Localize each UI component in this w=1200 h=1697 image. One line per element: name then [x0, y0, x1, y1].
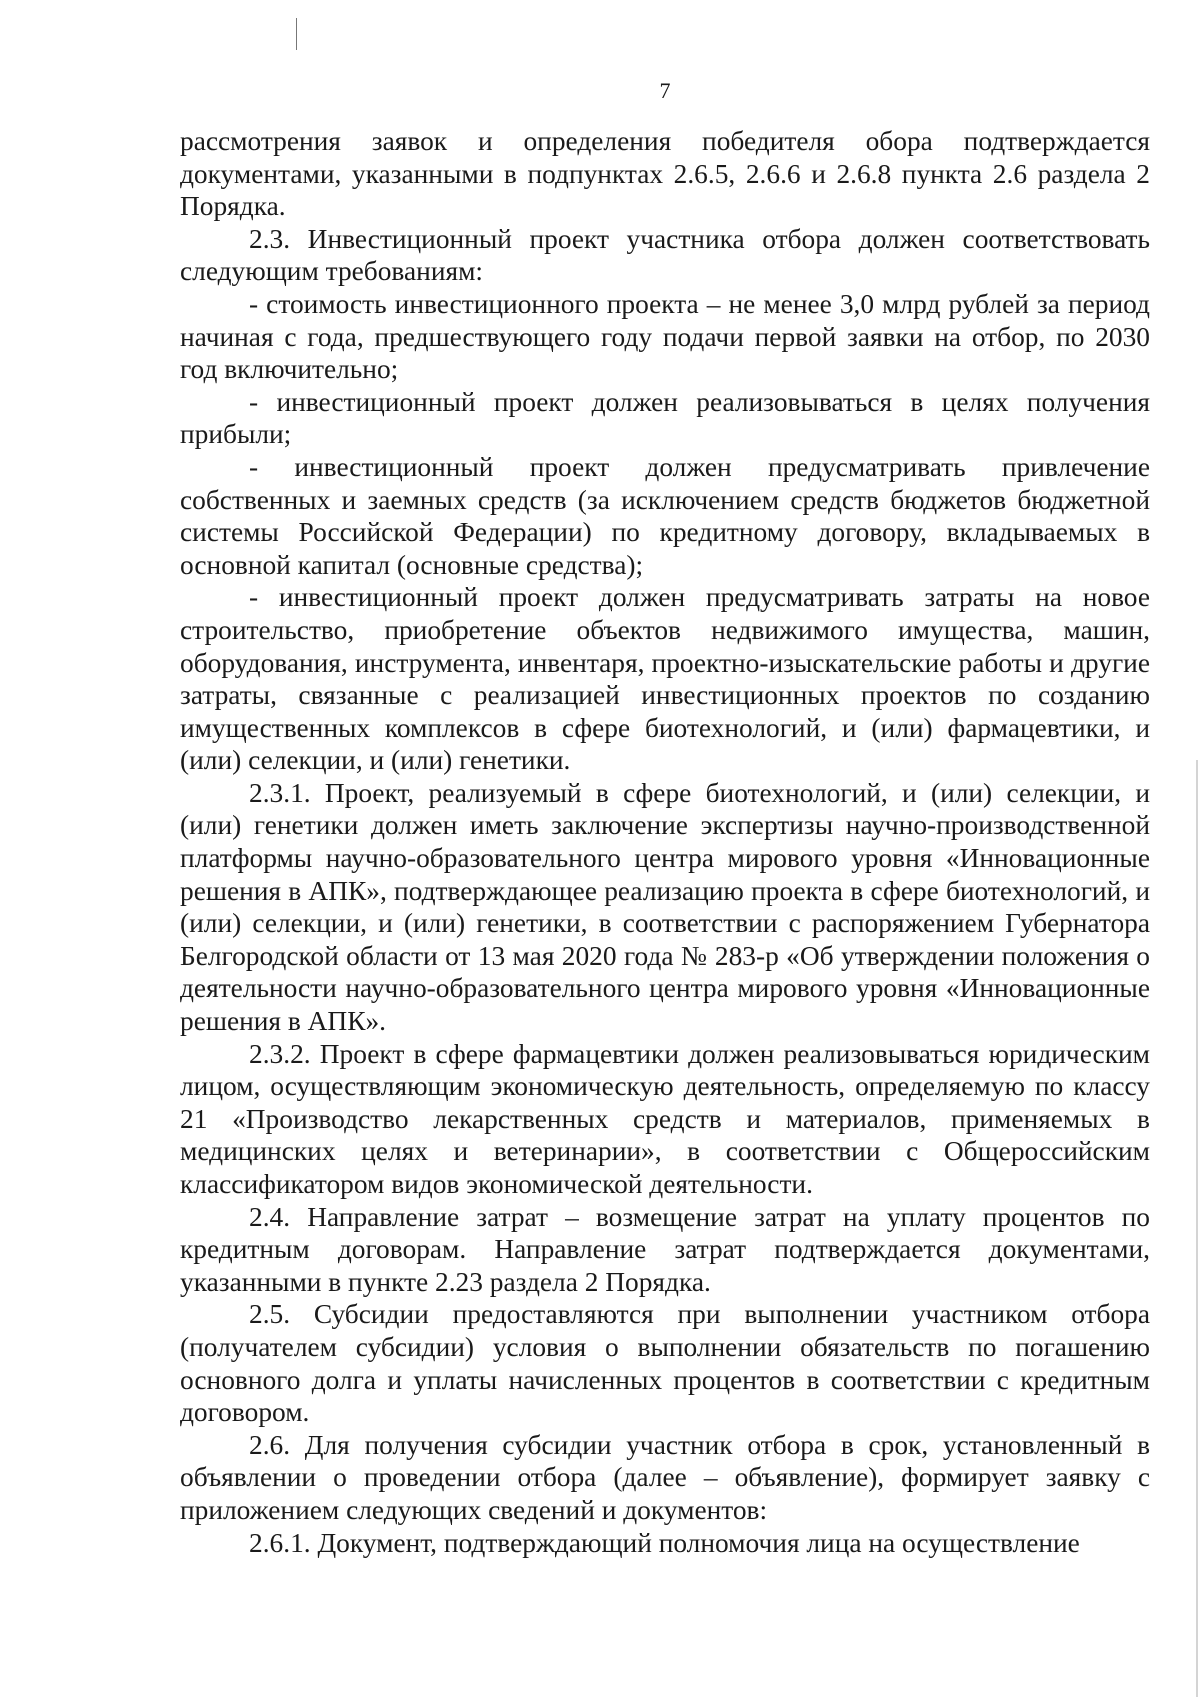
paragraph: 2.4. Направление затрат – возмещение затрат на уплату процентов по кредитным договорам. Направление затрат подтверждается документами, указанными в пункте 2.23 раздела 2 Порядка.: [180, 1201, 1150, 1297]
list-item: - инвестиционный проект должен предусматривать привлечение собственных и заемных средств (за исключением средств бюджетов бюджетной системы Российской Федерации) по кредитному договору, вкладываемых в основной капитал (основные средства);: [180, 451, 1150, 580]
paragraph: 2.3. Инвестиционный проект участника отбора должен соответствовать следующим требованиям:: [180, 223, 1150, 287]
paragraph: 2.6. Для получения субсидии участник отбора в срок, установленный в объявлении о проведении отбора (далее – объявление), формирует заявку с приложением следующих сведений и документов:: [180, 1429, 1150, 1525]
page-number: 7: [659, 78, 671, 103]
paragraph: 2.3.2. Проект в сфере фармацевтики должен реализовываться юридическим лицом, осуществляющим экономическую деятельность, определяемую по классу 21 «Производство лекарственных средств и материалов, применяемых в медицинских целях и ветеринарии», в соответствии с Общероссийским классификатором видов экономической деятельности.: [180, 1038, 1150, 1199]
list-item: - инвестиционный проект должен реализовываться в целях получения прибыли;: [180, 386, 1150, 450]
list-item: - инвестиционный проект должен предусматривать затраты на новое строительство, приобретение объектов недвижимого имущества, машин, оборудования, инструмента, инвентаря, проектно-изыскательские работы и другие затраты, связанные с реализацией инвестиционных проектов по созданию имущественных комплексов в сфере биотехнологий, и (или) фармацевтики, и (или) селекции, и (или) генетики.: [180, 582, 1150, 776]
paragraph: 2.5. Субсидии предоставляются при выполнении участником отбора (получателем субсидии) условия о выполнении обязательств по погашению основного долга и уплаты начисленных процентов в соответствии с кредитным договором.: [180, 1299, 1150, 1428]
scan-artifact-line: [296, 18, 297, 50]
paragraph: 2.6.1. Документ, подтверждающий полномочия лица на осуществление: [249, 1527, 1080, 1558]
scan-edge-shadow: [1196, 760, 1198, 1697]
list-item: - стоимость инвестиционного проекта – не менее 3,0 млрд рублей за период начиная с года, предшествующего году подачи первой заявки на отбор, по 2030 год включительно;: [180, 288, 1150, 385]
document-body: [180, 125, 1150, 1559]
paragraph: 2.3.1. Проект, реализуемый в сфере биотехнологий, и (или) селекции, и (или) генетики должен иметь заключение экспертизы научно-производственной платформы научно-образовательного центра мирового уровня «Инновационные решения в АПК», подтверждающее реализацию проекта в сфере биотехнологий, и (или) селекции, и (или) генетики, в соответствии с распоряжением Губернатора Белгородской области от 13 мая 2020 года № 283-р «Об утверждении положения о деятельности научно-образовательного центра мирового уровня «Инновационные решения в АПК».: [180, 777, 1150, 1037]
paragraph: рассмотрения заявок и определения победителя обора подтверждается документами, указанными в подпунктах 2.6.5, 2.6.6 и 2.6.8 пункта 2.6 раздела 2 Порядка.: [180, 126, 1150, 222]
